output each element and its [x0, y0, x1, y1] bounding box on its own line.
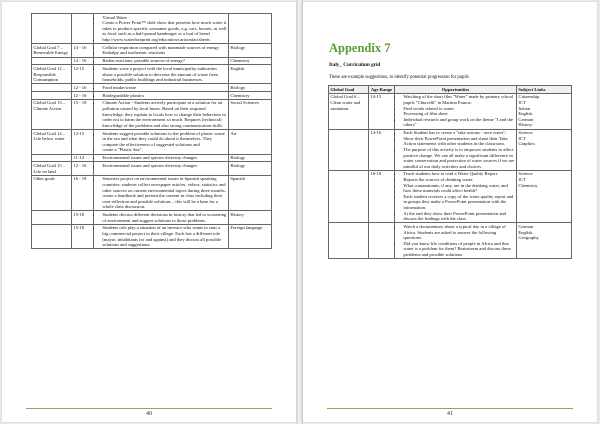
opportunity-item: • Radon reactions, possible sources of energy? [102, 58, 226, 64]
opportunities-cell [94, 99, 229, 129]
table-row [32, 44, 272, 57]
age-cell: 14 - 16 [72, 57, 94, 65]
opportunities-cell [395, 223, 517, 259]
goal-cell [32, 224, 72, 249]
subject-cell: Art [229, 130, 272, 155]
opportunities-cell [94, 224, 229, 249]
age-cell [369, 223, 395, 259]
opportunities-cell [94, 84, 229, 92]
goal-cell: Global Goal 13 – Climate Action [32, 99, 72, 129]
opportunity-item: • Students write a project with the local municipality authorities about a possible solution to decrease the amount of waste from households, public buildings and industrial businesses. [102, 66, 226, 83]
subject-cell: Science ICT Chemistry [517, 170, 572, 223]
age-cell [72, 14, 94, 44]
opportunity-item: • Students role play a situation of an investor who wants to start a big commercial project in their village. Each has a different role (mayor, inhabitants for and against) and they discuss all possible solutions and suggestions. [102, 225, 226, 247]
age-cell: 12 - 16 [72, 162, 94, 175]
opportunity-item: • Watch a documentary about a typical day in a village of Africa. Students are asked to answer the following questions: [403, 224, 514, 241]
right-page [303, 2, 597, 422]
age-cell: 15 - 18 [72, 99, 94, 129]
opportunities-list [396, 130, 514, 169]
opportunities-cell [94, 211, 229, 224]
opportunity-item: • Show their PowerPoint presentation and share their Take Action statements with other students in the classroom. [403, 136, 514, 147]
goal-cell [32, 84, 72, 92]
opportunity-item: • Semester project on environmental issues in Spanish speaking countries: students collect newspaper articles, videos, statistics and other sources on current environmental topics during three months, create a handbook and present the content in class including their own reflection and possible solutions – this will be a base for a whole class discussion. [102, 176, 226, 210]
table-row [32, 84, 272, 92]
opportunity-item: • The purpose of this activity is to empower students to affect positive change. We can all make a significant difference in water conservation and protection of water sources if we are mindful of our daily activities and choices. [403, 147, 514, 169]
opportunities-list [95, 100, 226, 128]
opportunity-item: • create a "Plastic Sea". [102, 147, 226, 153]
opportunity-item: • Students discuss different decisions in history that led to worsening of environment and suggest solutions to those problems. [102, 212, 226, 223]
subject-cell: Biology [229, 44, 272, 57]
opportunities-cell [94, 57, 229, 65]
subject-cell: Biology [229, 162, 272, 175]
curriculum-table-left [31, 13, 272, 249]
goal-cell [32, 211, 72, 224]
header-subject: Subject Links [517, 86, 572, 94]
opportunity-item: • Processing of film sheet [403, 111, 514, 117]
opportunity-item: • Cellular respiration compared with manmade sources of energy [102, 45, 226, 51]
opportunities-list [95, 212, 226, 223]
opportunities-list [95, 176, 226, 210]
opportunities-cell [395, 170, 517, 223]
opportunities-list [95, 163, 226, 169]
table-row [32, 154, 272, 162]
opportunity-item: • Environmental issues and species diversity changes [102, 163, 226, 169]
opportunities-cell [94, 130, 229, 155]
subject-cell: Spanish [229, 175, 272, 211]
footer-line [26, 408, 272, 409]
goal-cell: Other goals [32, 175, 72, 211]
opportunity-item: • At the end they show their PowerPoint presentation and discuss the findings with the class. [403, 211, 514, 222]
opportunities-cell [94, 44, 229, 57]
footer-line [327, 408, 573, 409]
table-row [32, 92, 272, 100]
opportunities-cell [94, 162, 229, 175]
opportunities-cell [94, 65, 229, 84]
subject-cell: Biology [229, 84, 272, 92]
goal-cell: Global Goal 6 – Clean water and sanitation [329, 93, 369, 129]
subject-cell: Social Sciences [229, 99, 272, 129]
age-cell: 15-18 [72, 224, 94, 249]
opportunity-item: • Did you know life conditions of people in Africa and that water is a problem for them? Brainstorm and discuss these problems and possible solutions. [403, 241, 514, 258]
table-row [32, 162, 272, 175]
intro-text: These are example suggestions, to identify potential progression for pupils [329, 75, 469, 80]
goal-cell: Global Goal 15 – Life on land [32, 162, 72, 175]
appendix-title: Appendix 7 [329, 41, 391, 55]
opportunities-list [95, 58, 226, 64]
subject-cell [229, 14, 272, 44]
table-row [32, 99, 272, 129]
opportunities-list [95, 93, 226, 99]
opportunity-item: • Reports the sources of drinking water. [403, 177, 514, 183]
opportunities-list [95, 131, 226, 153]
opportunities-list [95, 85, 226, 91]
subject-cell: Citizenship ICT Italian English German History [517, 93, 572, 129]
opportunities-list [396, 94, 514, 128]
table-row [32, 65, 272, 84]
goal-cell [329, 223, 369, 259]
opportunities-list [396, 171, 514, 221]
opportunity-item: • Virtual Water [102, 15, 226, 21]
age-cell: 15-18 [72, 211, 94, 224]
opportunities-list [95, 15, 226, 43]
subject-cell: Chemistry [229, 57, 272, 65]
page-number: 40 [146, 411, 152, 417]
age-cell: 11-14 [72, 154, 94, 162]
book-gutter [296, 0, 303, 424]
opportunity-item: • What contaminants, if any, are in the drinking water, and how these materials could affect health? [403, 183, 514, 194]
age-cell: 16 - 18 [72, 175, 94, 211]
opportunity-item: • Students suggest possible solutions to the problem of plastic waste in the sea and what they could do about it themselves. They compare the effectiveness of suggested solutions and [102, 131, 226, 148]
age-cell: 12-15 [72, 65, 94, 84]
goal-cell: Global Goal 14 – Life below water [32, 130, 72, 155]
table-row [32, 224, 272, 249]
subject-cell: Science ICT Graphics [517, 129, 572, 170]
table-row [32, 175, 272, 211]
opportunity-item: • Watching of the short film "Water" made by primary school pupils "Chiavelli" in Martina Franca; [403, 94, 514, 105]
age-cell: 14-16 [369, 129, 395, 170]
subject-cell: History [229, 211, 272, 224]
table-row [32, 57, 272, 65]
opportunities-list [396, 224, 514, 258]
opportunity-item: • Individual research and group work on the theme "I and the others" [403, 117, 514, 128]
age-cell: 16-18 [369, 170, 395, 223]
opportunities-cell [395, 93, 517, 129]
goal-cell [32, 92, 72, 100]
subject-cell: German English Geography [517, 223, 572, 259]
age-cell: 14-15 [369, 93, 395, 129]
opportunity-item: • Each student receives a copy of the water quality report and in groups they make a PowerPoint presentation with the information. [403, 194, 514, 211]
subject-cell: Biology [229, 154, 272, 162]
left-page [2, 2, 296, 422]
goal-cell [329, 170, 369, 223]
goal-cell: Global Goal 12 – Responsible Consumption [32, 65, 72, 84]
header-opportunities: Opportunities [395, 86, 517, 94]
page-number: 41 [447, 411, 453, 417]
opportunities-list [95, 155, 226, 161]
age-cell: 14 - 16 [72, 44, 94, 57]
subject-cell: Chemistry [229, 92, 272, 100]
opportunities-cell [94, 92, 229, 100]
header-goal: Global Goal [329, 86, 369, 94]
goal-cell [32, 14, 72, 44]
opportunity-item: • Teach students how to read a Water Quality Report. [403, 171, 514, 177]
table-row [329, 170, 572, 223]
opportunity-item: • Biodegradable plastics [102, 93, 226, 99]
opportunities-list [95, 66, 226, 83]
table-row [329, 223, 572, 259]
table-row [32, 130, 272, 155]
opportunity-item: • Climate Action - Students actively participate in a solution for air pollution caused by local buses. Based on their acquired knowledge, they explain to locals how to change their behaviour in order not to harm the environment so much. Requires (technical) knowledge of the problems and also strong communication skills. [102, 100, 226, 128]
opportunity-item: • Find words related to water [403, 106, 514, 112]
goal-cell: Global Goal 7 – Renewable Energy [32, 44, 72, 57]
opportunity-item: • Create a Power Point™ slide show that presents how much water it takes to produce specific consumer goods, e.g. cars, houses, as well as food, such as a half-pound hamburger or a loaf of bread [102, 20, 226, 37]
opportunity-item: • http://www.waterfootprint.org/education/cartoonfactsheets [102, 37, 226, 43]
opportunities-cell [395, 129, 517, 170]
table-row [329, 129, 572, 170]
opportunity-item: • Enthalpy and isothermic reactions [102, 50, 226, 56]
opportunities-cell [94, 154, 229, 162]
goal-cell [32, 57, 72, 65]
goal-cell [32, 154, 72, 162]
opportunities-cell [94, 175, 229, 211]
table-row [32, 14, 272, 44]
header-age: Age Range [369, 86, 395, 94]
grid-subtitle: Italy_ Curriculum grid [329, 62, 381, 68]
curriculum-table-right [328, 85, 572, 259]
subject-cell: English [229, 65, 272, 84]
age-cell: 12 - 16 [72, 84, 94, 92]
subject-cell: Foreign language [229, 224, 272, 249]
opportunities-list [95, 225, 226, 247]
opportunity-item: • Each Student has to create a "take actions - save water"; [403, 130, 514, 136]
table-row [32, 211, 272, 224]
opportunities-cell [94, 14, 229, 44]
opportunity-item: • Food intake/waste [102, 85, 226, 91]
table-row [329, 93, 572, 129]
age-cell: 12 - 16 [72, 92, 94, 100]
opportunity-item: • Environmental issues and species diversity changes [102, 155, 226, 161]
goal-cell [329, 129, 369, 170]
opportunities-list [95, 45, 226, 56]
age-cell: 12-15 [72, 130, 94, 155]
